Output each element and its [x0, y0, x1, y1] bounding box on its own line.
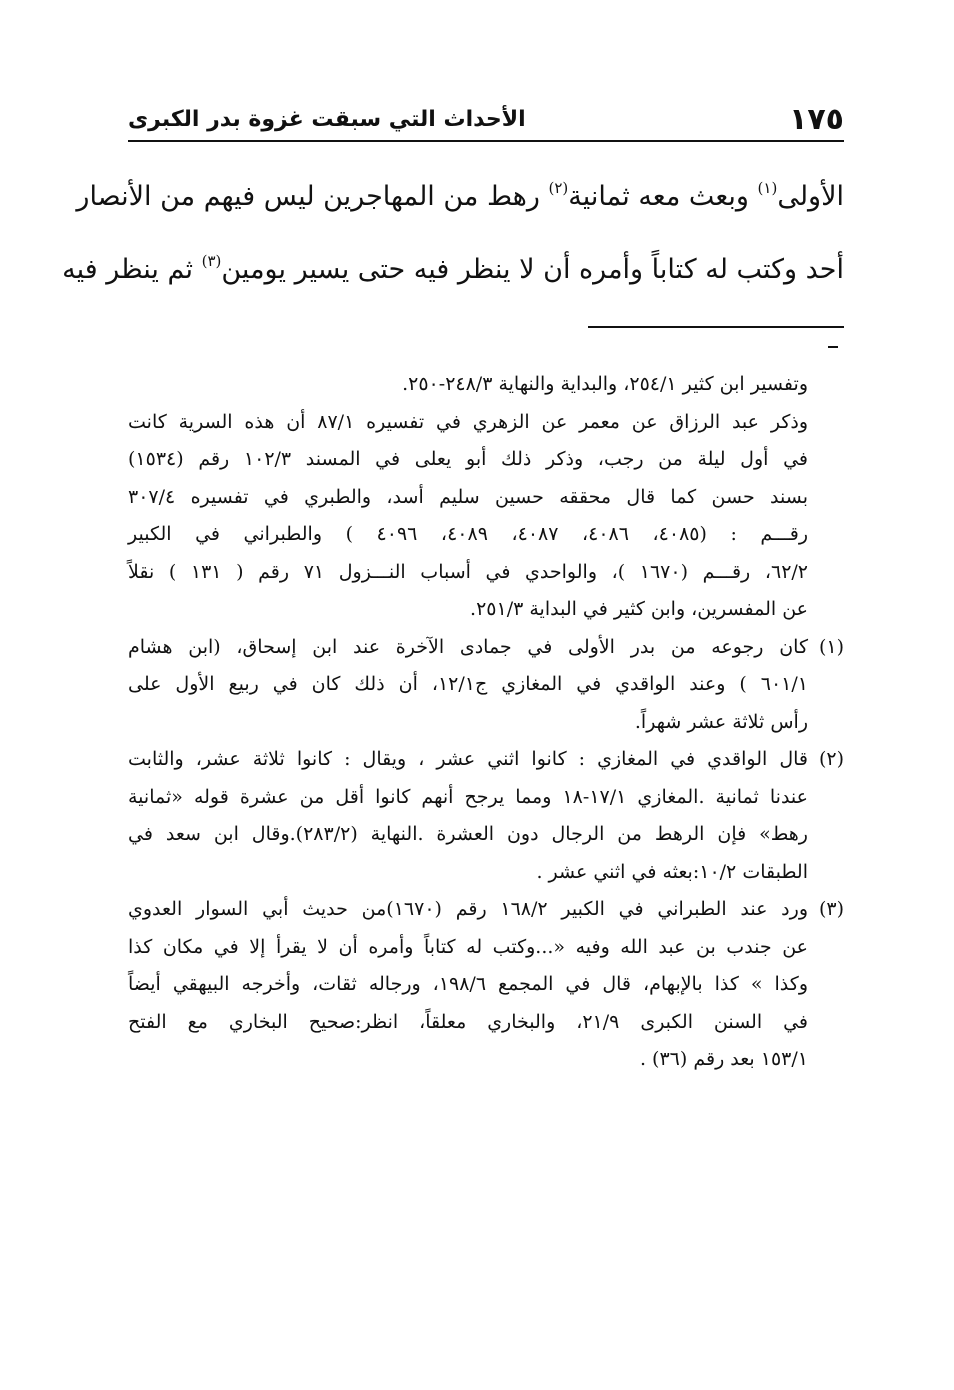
footnote-3: [128, 891, 844, 1079]
footnote-continuation-mark: [828, 346, 838, 348]
footnote-line: رهط» فإن الرهط من الرجال دون العشرة .النهاية (٢٨٣/٢).وقال ابن سعد في: [128, 823, 808, 845]
footnote-2: [128, 741, 844, 891]
footnote-ref-3: (٣): [201, 252, 222, 270]
footnotes: [128, 366, 844, 1079]
main-text-segment: وبعث معه ثمانية: [568, 181, 758, 212]
footnote-text: كان رجوعه من بدر الأولى في جمادى الآخرة عند ابن إسحاق، (ابن هشام: [128, 635, 808, 658]
footnote-ref-2: (٢): [548, 179, 569, 197]
footnote-text: قال الواقدي في المغازي : كانوا اثني عشر ، ويقال : كانوا ثلاثة عشر، والثابت: [128, 748, 808, 770]
footnote-continuation: [128, 366, 844, 629]
footnote-line: ١٥٣/١ بعد رقم (٣٦) .: [639, 1048, 808, 1070]
footnote-ref-1: (١): [757, 179, 778, 197]
main-text-segment: الأولى: [777, 181, 844, 212]
footnote-1: [128, 629, 844, 742]
footnote-text: ورد عند الطبراني في الكبير ١٦٨/٢ رقم (١٦٧٠)من حديث أبي السوار العدوي: [128, 898, 808, 920]
footnote-line: عندنا ثمانية .المغازي ١٧/١-١٨ ومما يرجح أنهم كانوا أقل من عشرة قوله «ثمانية: [128, 785, 808, 808]
running-title: الأحداث التي سبقت غزوة بدر الكبرى: [128, 107, 526, 132]
page-number: ١٧٥: [789, 102, 844, 137]
footnote-line: [128, 629, 844, 667]
main-line-2: [62, 233, 844, 306]
footnote-line: ٦٠١/١ ) وعند الواقدي في المغازي ج١٢/١، أن ذلك كان في ربيع الأول على: [128, 673, 808, 695]
footnote-line: وكذا » كذا بالإبهام، قال في المجمع ١٩٨/٦، ورجاله ثقات، وأخرجه البيهقي أيضاً: [128, 973, 808, 995]
footnote-line: عن المفسرين، وابن كثير في البداية ٢٥١/٣.: [470, 598, 808, 620]
footnote-line: ٦٢/٢، رقـــم (١٦٧٠ )، والواحدي في أسباب النـــزول ٧١ رقم ( ١٣١ ) نقلاً: [128, 560, 809, 583]
page-header: [128, 100, 844, 142]
footnote-number: (١): [818, 635, 844, 658]
footnote-line: عن جندب بن عبد الله وفيه «...وكتب له كتاباً وأمره أن لا يقرأ إلا في مكان كذا: [128, 935, 808, 958]
main-text: [62, 160, 844, 306]
footnote-line: رأس ثلاثة عشر شهراً.: [634, 710, 808, 733]
main-line-1: [76, 160, 844, 233]
footnote-line: الطبقات ١٠/٢:بعثه في اثني عشر .: [536, 860, 808, 883]
footnote-line: [128, 741, 844, 779]
footnote-line: رقـــم : (٤٠٨٥، ٤٠٨٦، ٤٠٨٧، ٤٠٨٩، ٤٠٩٦ ) والطبراني في الكبير: [128, 523, 809, 545]
main-text-segment: ثم ينظر فيه: [62, 254, 202, 285]
main-text-segment: رهط من المهاجرين ليس فيهم من الأنصار: [76, 181, 549, 212]
footnote-line: في السنن الكبرى ٢١/٩، والبخاري معلقاً، انظر:صحيح البخاري مع الفتح: [128, 1010, 808, 1033]
footnote-line: وتفسير ابن كثير ٢٥٤/١، والبداية والنهاية ٢٤٨/٣-٢٥٠.: [402, 373, 808, 395]
footnote-number: (٢): [818, 748, 844, 770]
footnote-line: في أول ليلة من رجب، وذكر ذلك أبو يعلى في المسند ١٠٢/٣ رقم (١٥٣٤): [128, 448, 808, 470]
footnote-number: (٣): [818, 898, 844, 920]
footnote-line: بسند حسن كما قال محققه حسين سليم أسد، والطبري في تفسيره ٣٠٧/٤: [128, 485, 808, 508]
main-text-segment: أحد وكتب له كتاباً وأمره أن لا ينظر فيه حتى يسير يومين: [221, 254, 844, 285]
footnote-line: وذكر عبد الرزاق عن معمر عن الزهري في تفسيره ٨٧/١ أن هذه السرية كانت: [128, 410, 809, 433]
footnote-line: [128, 891, 844, 929]
footnote-separator: [588, 326, 844, 328]
